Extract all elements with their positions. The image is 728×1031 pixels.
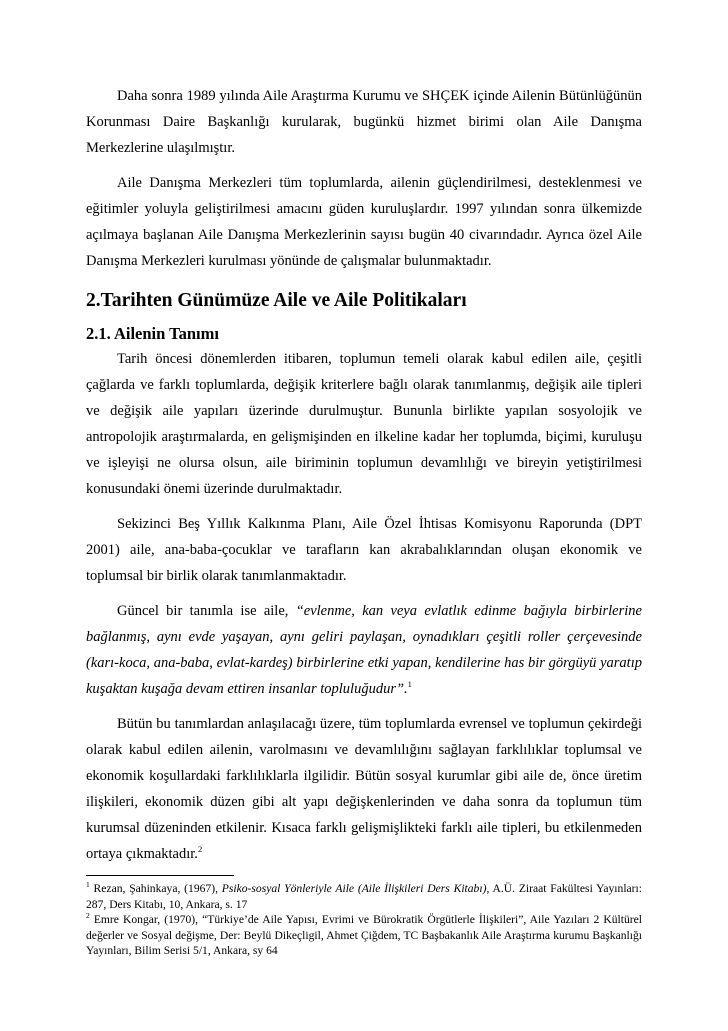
definition-quote: “evlenme, kan veya evlatlık edinme bağıyla birbirlerine bağlanmış, aynı evde yaşayan, aynı geliri paylaşan, oynadıkları çeşitli roller çerçevesinde (karı-koca, ana-baba, evlat-kardeş) birbirlerine etki yapan, kendilerine has bir görgüyü yaratıp kuşaktan kuşağa devam ettiren insanlar topluluğudur”. (86, 603, 642, 697)
footnote-lead: Rezan, Şahinkaya, (1967), (89, 882, 222, 895)
footnote-title: Psiko-sosyal Yönleriyle Aile (Aile İlişkileri Ders Kitabı) (221, 882, 487, 895)
paragraph (86, 711, 642, 867)
footnote-number: 1 (86, 880, 90, 890)
footnote-2 (86, 912, 642, 959)
body-text (86, 83, 642, 959)
footnote-text: Emre Kongar, (1970), “Türkiye’de Aile Yapısı, Evrimi ve Bürokratik Örgütlerle İlişkileri”, Aile Yazıları 2 Kültürel değerler ve Sosyal değişme, Der: Beylü Dikeçligil, Ahmet Çiğdem, TC Başbakanlık Aile Araştırma kurumu Başkanlığı Yayınları, Bilim Serisi 5/1, Ankara, sy 64 (86, 913, 642, 957)
paragraph-text: Bütün bu tanımlardan anlaşılacağı üzere, tüm toplumlarda evrensel ve toplumun çekirdeği olarak kabul edilen ailenin, varolmasını ve devamlılığını sağlayan farklılıklar toplumsal ve ekonomik koşullardaki farklılıklarla ilgilidir. Bütün sosyal kurumlar gibi aile de, önce üretim ilişkileri, ekonomik düzen gibi alt yapı değişkenlerinden ve daha sonra da toplumun tüm kurumsal düzeninden etkilenir. Kısaca farklı gelişmişlikteki farklı aile tipleri, bu etkilenmeden ortaya çıkmaktadır. (86, 716, 642, 862)
footnote-number: 2 (86, 911, 90, 921)
subsection-heading: 2.1. Ailenin Tanımı (86, 324, 219, 343)
paragraph: Sekizinci Beş Yıllık Kalkınma Planı, Aile Özel İhtisas Komisyonu Raporunda (DPT 2001) aile, ana-baba-çocuklar ve tarafların kan akrabalıklarından oluşan ekonomik ve toplumsal bir birlik olarak tanımlanmaktadır. (86, 516, 642, 584)
section-heading: 2.Tarihten Günümüze Aile ve Aile Politikaları (86, 290, 467, 311)
footnote-1 (86, 881, 642, 912)
paragraph: Tarih öncesi dönemlerden itibaren, toplumun temeli olarak kabul edilen aile, çeşitli çağlarda ve farklı toplumlarda, değişik kriterlere bağlı olarak tanımlanmış, değişik aile tipleri ve değişik aile yapıları üzerinde durulmuştur. Bununla birlikte yapılan sosyolojik ve antropolojik araştırmalarda, en gelişmişinden en ilkeline kadar her toplumda, biçimi, kuruluşu ve işleyişi ne olursa olsun, aile biriminin toplumun devamlılığı ve bireyin yetiştirilmesi konusundaki önemi üzerinde durulmaktadır. (86, 351, 642, 497)
paragraph: Aile Danışma Merkezleri tüm toplumlarda, ailenin güçlendirilmesi, desteklenmesi ve eğitimler yoluyla geliştirilmesi amacını güden kuruluşlardır. 1997 yılından sonra ülkemizde açılmaya başlanan Aile Danışma Merkezlerinin sayısı bugün 40 civarındadır. Ayrıca özel Aile Danışma Merkezleri kurulması yönünde de çalışmalar bulunmaktadır. (86, 175, 642, 269)
footnote-ref: 1 (407, 679, 412, 690)
paragraph-definition (86, 598, 642, 702)
paragraph-lead: Güncel bir tanımla ise aile, (117, 603, 296, 619)
footnote-ref: 2 (197, 844, 203, 855)
footnote-tail: , A.Ü. Ziraat Fakültesi Yayınları: 287, Ders Kitabı, 10, Ankara, s. 17 (86, 882, 642, 911)
footnote-divider (86, 875, 234, 876)
paragraph: Daha sonra 1989 yılında Aile Araştırma Kurumu ve SHÇEK içinde Ailenin Bütünlüğünün Korunması Daire Başkanlığı kurularak, bugünkü hizmet birimi olan Aile Danışma Merkezlerine ulaşılmıştır. (86, 88, 642, 156)
